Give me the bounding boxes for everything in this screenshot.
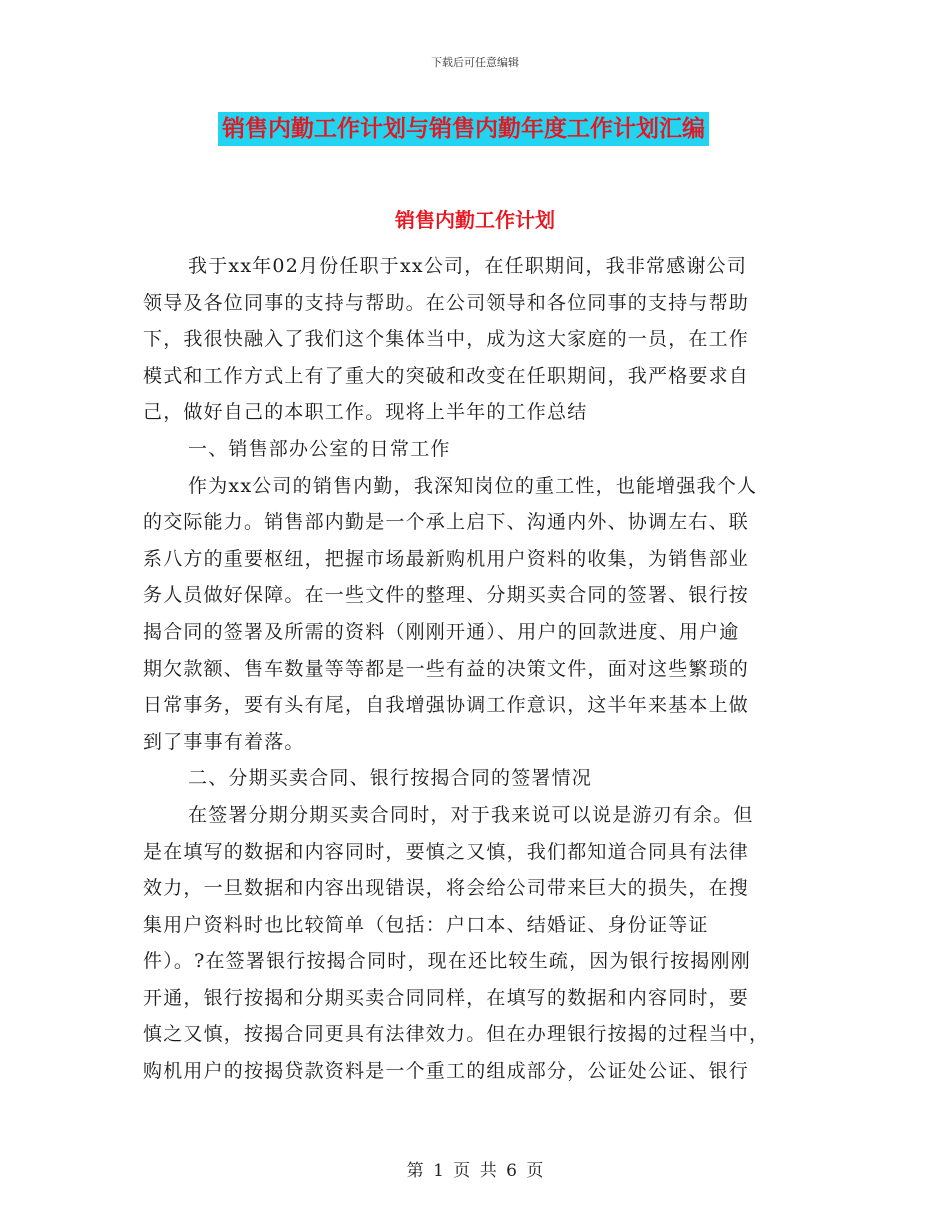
body-line: 作为xx公司的销售内勤，我深知岗位的重工性，也能增强我个人 (188, 474, 758, 497)
body-line: 购机用户的按揭贷款资料是一个重工的组成部分，公证处公证、银行 (143, 1060, 750, 1083)
body-line: 集用户资料时也比较简单（包括：户口本、结婚证、身份证等证 (143, 913, 709, 936)
body-line: 二、分期买卖合同、银行按揭合同的签署情况 (188, 767, 593, 790)
body-line: 领导及各位同事的支持与帮助。在公司领导和各位同事的支持与帮助 (143, 291, 750, 314)
section-title: 销售内勤工作计划 (395, 208, 555, 232)
body-line: 己，做好自己的本职工作。现将上半年的工作总结 (143, 401, 588, 424)
body-line: 是在填写的数据和内容同时，要慎之又慎，我们都知道合同具有法律 (143, 840, 750, 863)
body-line: 我于xx年02月份任职于xx公司，在任职期间，我非常感谢公司 (188, 255, 748, 277)
body-line: 开通，银行按揭和分期买卖合同同样，在填写的数据和内容同时，要 (143, 986, 750, 1009)
body-line: 揭合同的签署及所需的资料（刚刚开通）、用户的回款进度、用户逾 (143, 620, 740, 643)
body-line: 系八方的重要枢纽，把握市场最新购机用户资料的收集，为销售部业 (143, 547, 750, 570)
body-line: 日常事务，要有头有尾，自我增强协调工作意识，这半年来基本上做 (143, 694, 750, 717)
body-line: 到了事事有着落。 (143, 730, 305, 753)
body-line: 模式和工作方式上有了重大的突破和改变在任职期间，我严格要求自 (143, 364, 750, 387)
document-body (143, 248, 807, 1090)
body-line: 在签署分期分期买卖合同时，对于我来说可以说是游刃有余。但 (188, 803, 754, 826)
body-line: 务人员做好保障。在一些文件的整理、分期买卖合同的签署、银行按 (143, 584, 750, 607)
body-line: 的交际能力。销售部内勤是一个承上启下、沟通内外、协调左右、联 (143, 511, 750, 534)
document-main-title: 销售内勤工作计划与销售内勤年度工作计划汇编 (218, 112, 709, 146)
body-line: 件）。?在签署银行按揭合同时，现在还比较生疏，因为银行按揭刚刚 (143, 950, 751, 973)
page-footer: 第 1 页 共 6 页 (406, 1161, 544, 1181)
header-note: 下载后可任意编辑 (431, 56, 519, 69)
body-line: 下，我很快融入了我们这个集体当中，成为这大家庭的一员，在工作 (143, 328, 750, 351)
body-line: 期欠款额、售车数量等等都是一些有益的决策文件，面对这些繁琐的 (143, 657, 750, 680)
body-line: 效力，一旦数据和内容出现错误，将会给公司带来巨大的损失，在搜 (143, 877, 750, 900)
body-line: 慎之又慎，按揭合同更具有法律效力。但在办理银行按揭的过程当中， (143, 1023, 770, 1046)
body-line: 一、销售部办公室的日常工作 (188, 437, 451, 460)
